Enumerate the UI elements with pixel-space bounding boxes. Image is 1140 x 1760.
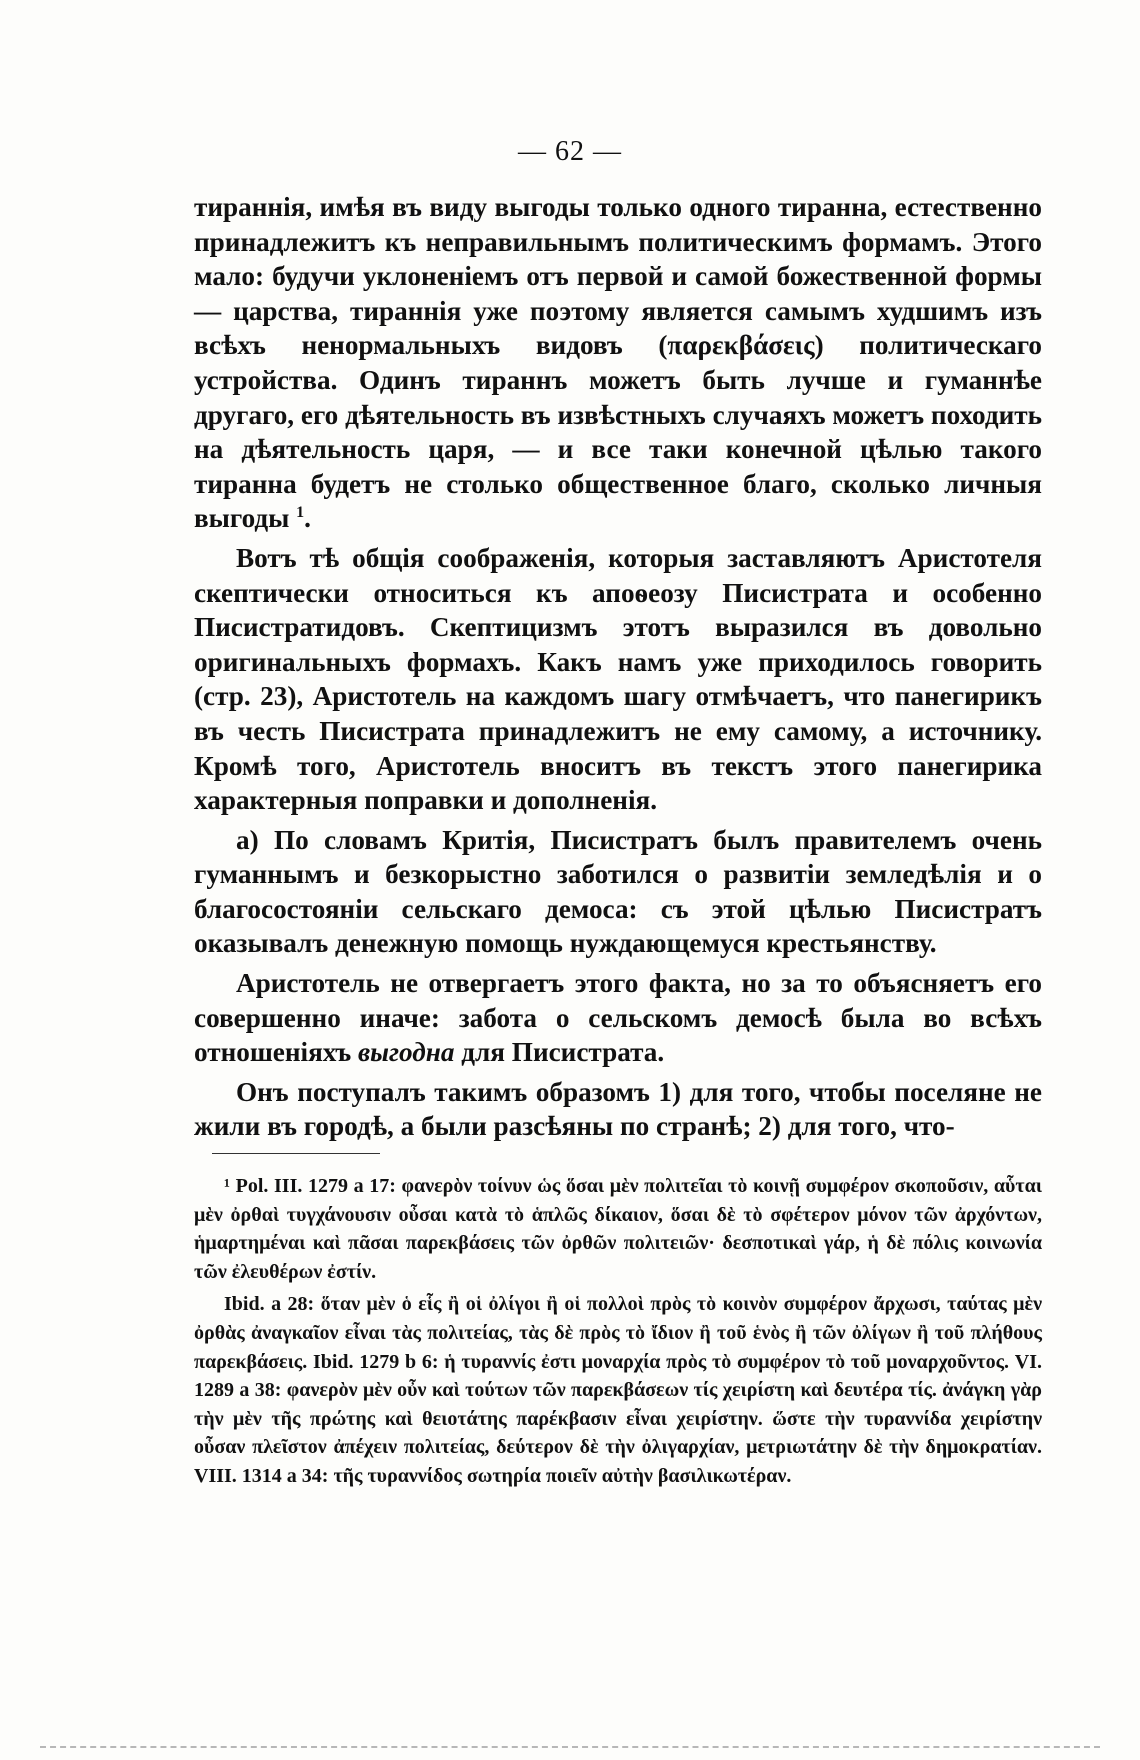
footnote: ¹ Pol. III. 1279 a 17: φανερὸν τοίνυν ὡς ὅσαι μὲν πολιτεῖαι τὸ κοινῇ συμφέρον σκοποῦσιν, αὗται μὲν ὀρθαὶ τυγχάνουσιν οὖσαι κατὰ τὸ ἁπλῶς δίκαιον, ὅσαι δὲ τὸ σφέτερον μόνον τῶν ἀρχόντων, ἡμαρτημέναι καὶ πᾶσαι παρεκβάσεις τῶν ὀρθῶν πολιτειῶν· δεσποτικαὶ γάρ, ἡ δὲ πόλις κοινωνία τῶν ἐλευθέρων ἐστίν. (194, 1175, 1042, 1283)
paragraph-text: Аристотель не отвергаетъ этого факта, но за то объясняетъ его совершенно иначе: забота о сельскомъ демосѣ была во всѣхъ отношеніяхъ (194, 968, 1042, 1068)
paragraph-text-tail: для Писистрата. (454, 1037, 665, 1068)
footnote: Ibid. a 28: ὅταν μὲν ὁ εἷς ἢ οἱ ὀλίγοι ἢ οἱ πολλοὶ πρὸς τὸ κοινὸν συμφέρον ἄρχωσι, ταύτας μὲν ὀρθὰς ἀναγκαῖον εἶναι τὰς πολιτείας, τὰς δὲ πρὸς τὸ ἴδιον ἢ τοῦ ἑνὸς ἢ τῶν ὀλίγων ἢ τοῦ πλήθους παρεκβάσεις. Ibid. 1279 b 6: ἡ τυραννίς ἐστι μοναρχία πρὸς τὸ συμφέρον τὸ τοῦ μοναρχοῦντος. VI. 1289 a 38: φανερὸν μὲν οὖν καὶ τούτων τῶν παρεκβάσεων τίς χειρίστη καὶ δευτέρα τίς. ἀνάγκη γὰρ τὴν μὲν τῆς πρώτης καὶ θειοτάτης παρέκβασιν εἶναι χειρίστην. ὥστε τὴν τυραννίδα χειρίστην οὖσαν πλεῖστον ἀπέχειν πολιτείας, δεύτερον δὲ τὴν ὀλιγαρχίαν, μετριωτάτην δὲ τὴν δημοκρατίαν. VIII. 1314 a 34: τῆς τυραννίδος σωτηρία ποιεῖν αὐτὴν βασιλικωτέραν. (194, 1293, 1042, 1487)
scan-edge-artifact (40, 1746, 1100, 1750)
paragraph-text: тираннія, имѣя въ виду выгоды только одного тиранна, естественно принадлежитъ къ неправильнымъ политическимъ формамъ. Этого мало: будучи уклоненіемъ отъ первой и самой божественной формы — царства, тираннія уже поэтому является самымъ худшимъ изъ всѣхъ ненормальныхъ видовъ (παρεκβάσεις) политическаго устройства. Одинъ тираннъ можетъ быть лучше и гуманнѣе другаго, его дѣятельность въ извѣстныхъ случаяхъ можетъ походить на дѣятельность царя, — и все таки конечной цѣлью такого тиранна будетъ не столько общественное благо, сколько личныя выгоды (194, 192, 1042, 534)
page-number: — 62 — (518, 136, 622, 167)
paragraph (194, 190, 1042, 536)
paragraph: Вотъ тѣ общія соображенія, которыя заставляютъ Аристотеля скептически относиться къ апоѳеозу Писистрата и особенно Писистратидовъ. Скептицизмъ этотъ выразился въ довольно оригинальныхъ формахъ. Какъ намъ уже приходилось говорить (стр. 23), Аристотель на каждомъ шагу отмѣчаетъ, что панегирикъ въ честь Писистрата принадлежитъ не ему самому, а источнику. Кромѣ того, Аристотель вноситъ въ текстъ этого панегирика характерныя поправки и дополненія. (194, 542, 1042, 816)
emphasized-word: выгодна (358, 1037, 455, 1068)
paragraph (194, 966, 1042, 1070)
footnotes (194, 1172, 1042, 1491)
footnote-divider (212, 1153, 380, 1154)
footnote-reference: 1 (296, 504, 305, 522)
main-text (194, 190, 1042, 1144)
paragraph: Онъ поступалъ такимъ образомъ 1) для того, чтобы поселяне не жили въ городѣ, а были разсѣяны по странѣ; 2) для того, что- (194, 1076, 1042, 1142)
paragraph-end: . (304, 503, 311, 534)
paragraph: а) По словамъ Критія, Писистратъ былъ правителемъ очень гуманнымъ и безкорыстно заботился о развитіи земледѣлія и о благосостояніи сельскаго демоса: съ этой цѣлью Писистратъ оказывалъ денежную помощь нуждающемуся крестьянству. (194, 824, 1042, 959)
